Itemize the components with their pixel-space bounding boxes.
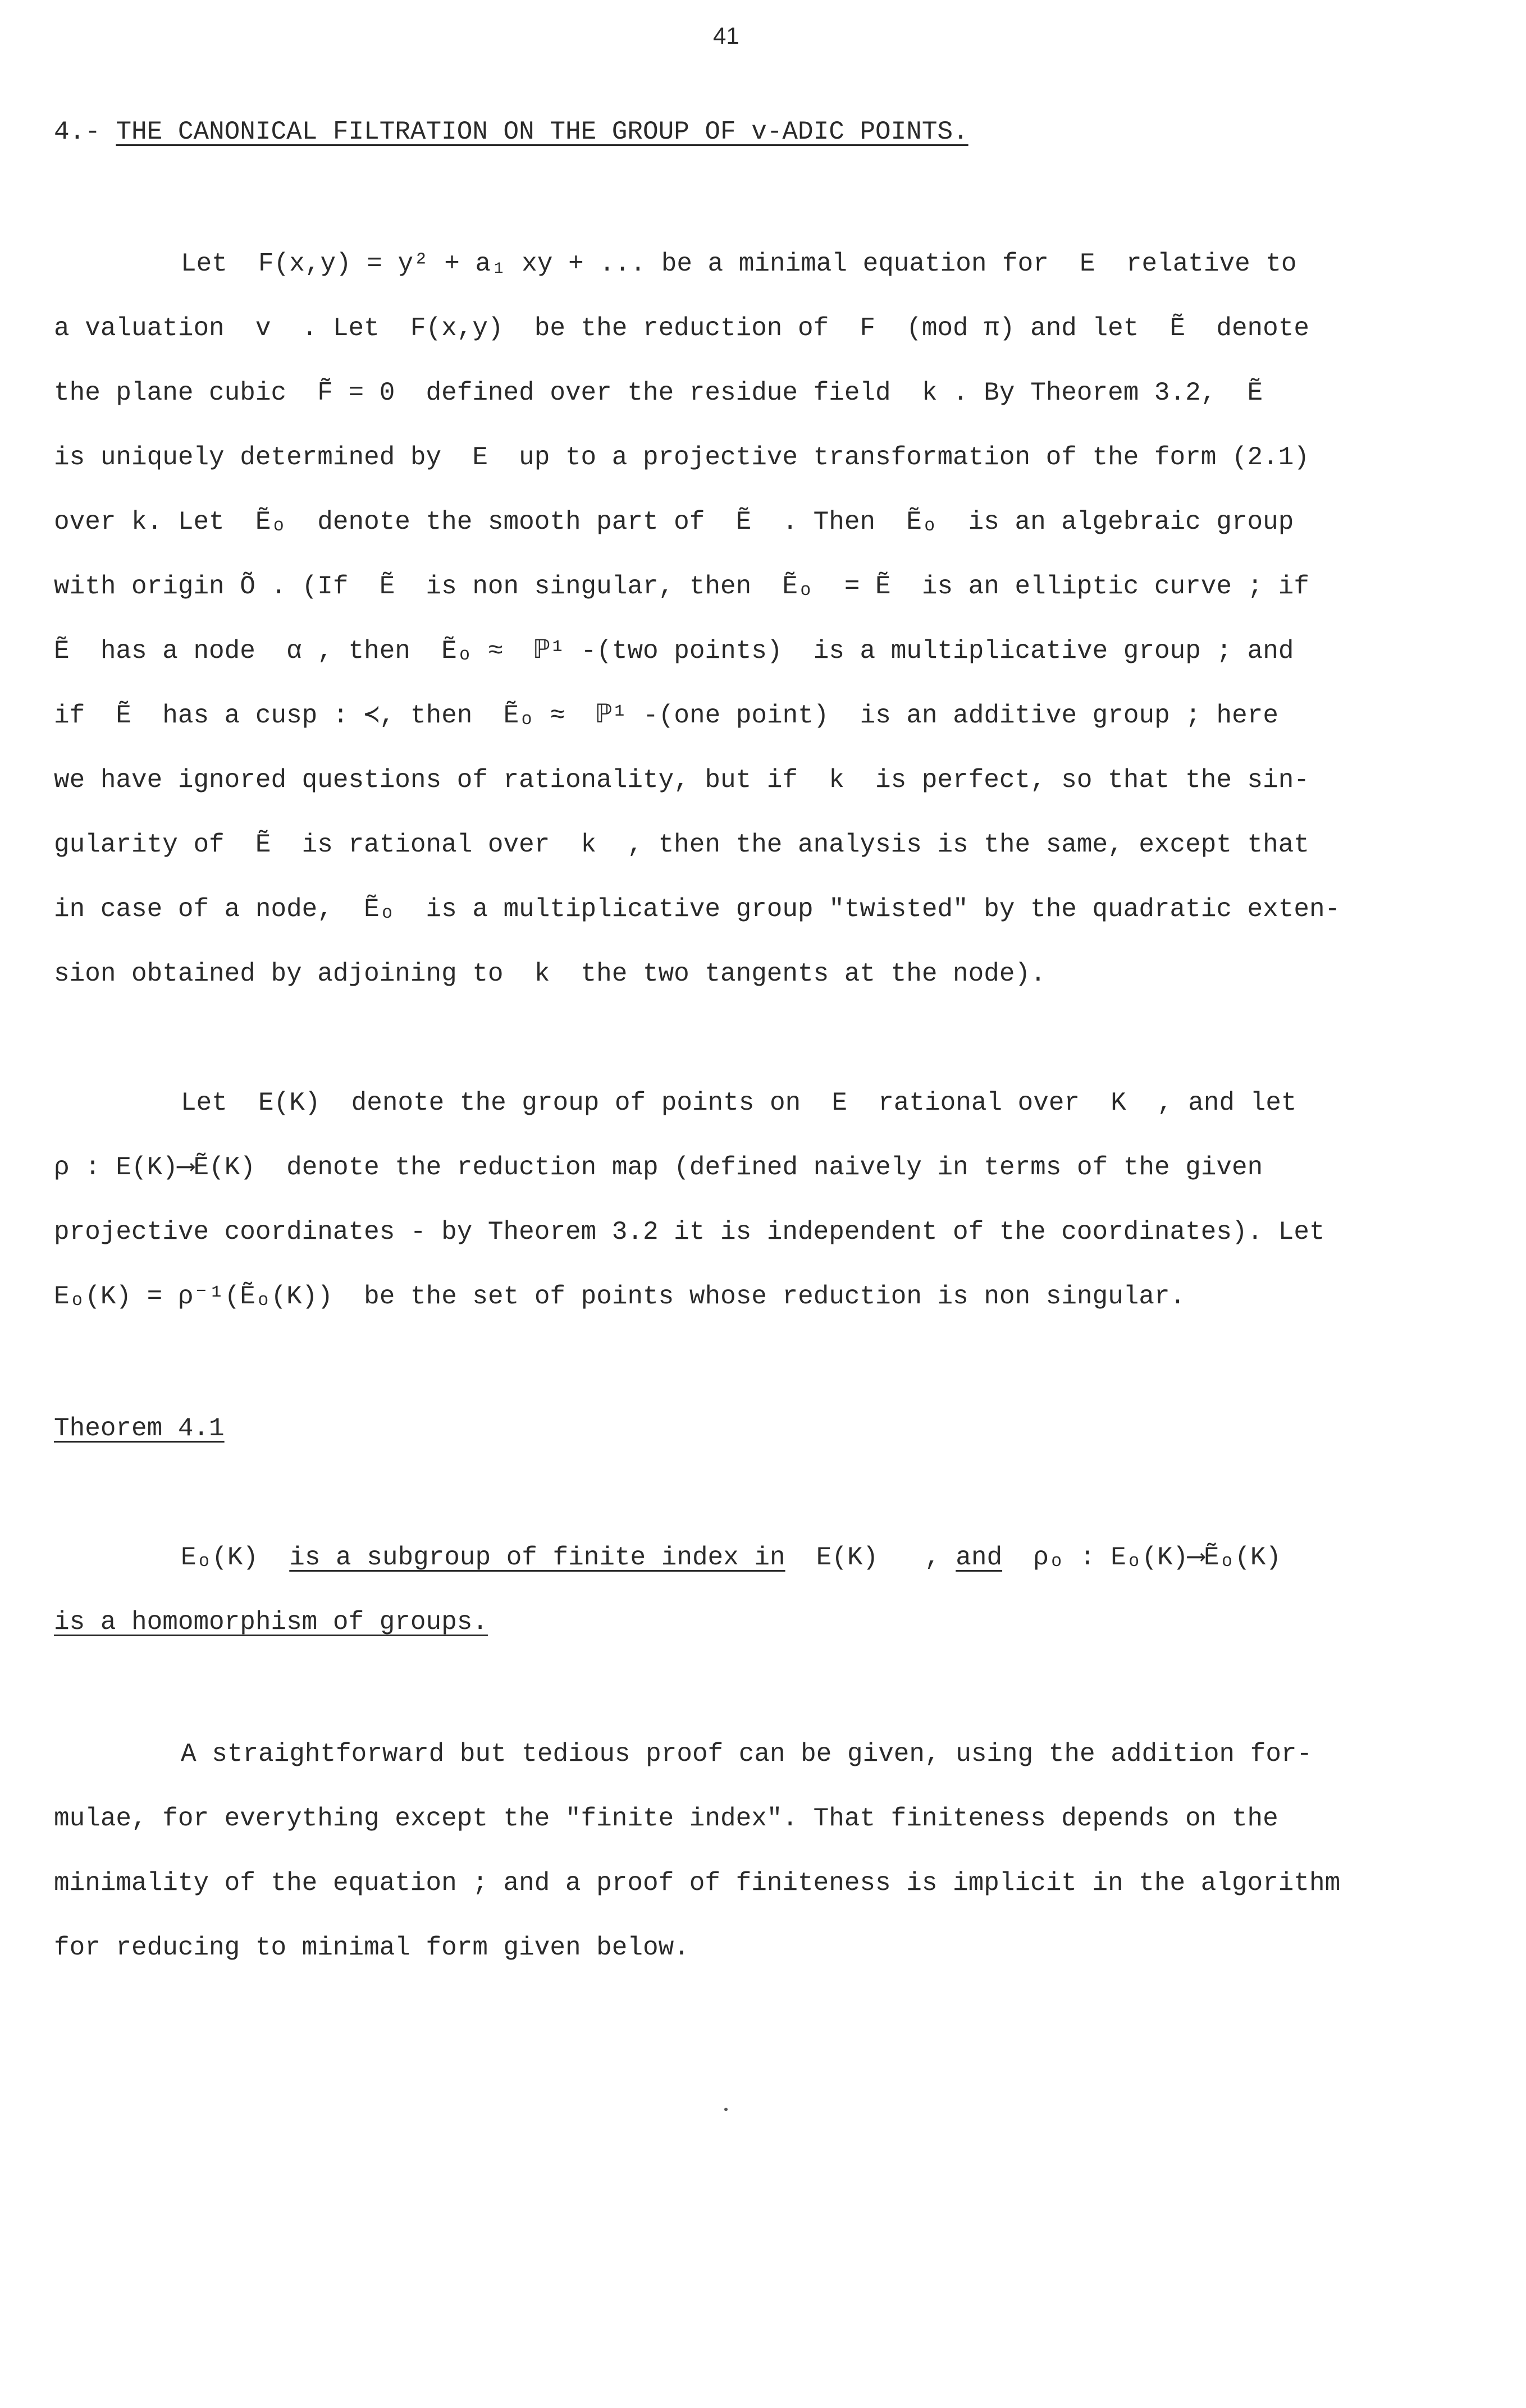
- theorem-statement-line1: [181, 1535, 1526, 1580]
- paragraph1-line: in case of a node, Ẽₒ is a multiplicative group "twisted" by the quadratic exten-: [54, 895, 1341, 924]
- paragraph3-line: A straightforward but tedious proof can be given, using the addition for-: [181, 1739, 1313, 1769]
- paragraph1-line: the plane cubic F̃ = 0 defined over the residue field k . By Theorem 3.2, Ẽ: [54, 378, 1263, 408]
- paragraph2-line: Eₒ(K) = ρ⁻¹(Ẽₒ(K)) be the set of points whose reduction is non singular.: [54, 1282, 1186, 1311]
- stray-dot: [724, 2108, 728, 2111]
- paragraph2-line: projective coordinates - by Theorem 3.2 it is independent of the coordinates). Let: [54, 1217, 1325, 1247]
- paragraph1-line: a valuation v . Let F(x,y) be the reduction of F (mod π) and let Ẽ denote: [54, 314, 1309, 343]
- theorem-subgroup: Eₒ(K): [181, 1543, 290, 1572]
- theorem-heading: [54, 1406, 1474, 1451]
- paragraph1-line: Ẽ has a node α , then Ẽₒ ≈ ℙ¹ -(two points) is a multiplicative group ; and: [54, 637, 1294, 666]
- theorem-statement-line2: [54, 1600, 1474, 1645]
- theorem-claim-underlined: is a subgroup of finite index in: [289, 1543, 785, 1572]
- paragraph3-line: minimality of the equation ; and a proof of finiteness is implicit in the algorithm: [54, 1869, 1341, 1898]
- paragraph3-line: mulae, for everything except the "finite index". That finiteness depends on the: [54, 1804, 1278, 1833]
- page-number: 41: [713, 22, 739, 49]
- theorem-group: E(K) ,: [785, 1543, 956, 1572]
- theorem-heading-text: Theorem 4.1: [54, 1414, 225, 1443]
- paragraph1-line: Let F(x,y) = y² + a₁ xy + ... be a minimal equation for E relative to: [181, 249, 1297, 278]
- paragraph1-line: gularity of Ẽ is rational over k , then the analysis is the same, except that: [54, 830, 1309, 859]
- theorem-homomorphism: is a homomorphism of groups.: [54, 1608, 488, 1637]
- section-heading: [54, 109, 1474, 154]
- paragraph3-line: for reducing to minimal form given below.: [54, 1933, 689, 1962]
- section-title: THE CANONICAL FILTRATION ON THE GROUP OF v-ADIC POINTS.: [116, 117, 968, 147]
- paragraph1-line: if Ẽ has a cusp : ≺, then Ẽₒ ≈ ℙ¹ -(one point) is an additive group ; here: [54, 701, 1278, 730]
- theorem-map: ρₒ : Eₒ(K)⟶Ẽₒ(K): [1002, 1543, 1282, 1572]
- paragraph2-line: Let E(K) denote the group of points on E rational over K , and let: [181, 1088, 1297, 1118]
- paragraph1-line: we have ignored questions of rationality, but if k is perfect, so that the sin-: [54, 766, 1309, 795]
- theorem-and: and: [956, 1543, 1003, 1572]
- section-number: 4.-: [54, 117, 100, 147]
- paragraph2-line: ρ : E(K)⟶Ẽ(K) denote the reduction map (defined naively in terms of the given: [54, 1153, 1263, 1182]
- paragraph1-line: with origin Õ . (If Ẽ is non singular, then Ẽₒ = Ẽ is an elliptic curve ; if: [54, 572, 1309, 601]
- paragraph1-line: over k. Let Ẽₒ denote the smooth part of Ẽ . Then Ẽₒ is an algebraic group: [54, 507, 1294, 537]
- paragraph1-line: sion obtained by adjoining to k the two tangents at the node).: [54, 959, 1046, 988]
- paragraph1-line: is uniquely determined by E up to a projective transformation of the form (2.1): [54, 443, 1309, 472]
